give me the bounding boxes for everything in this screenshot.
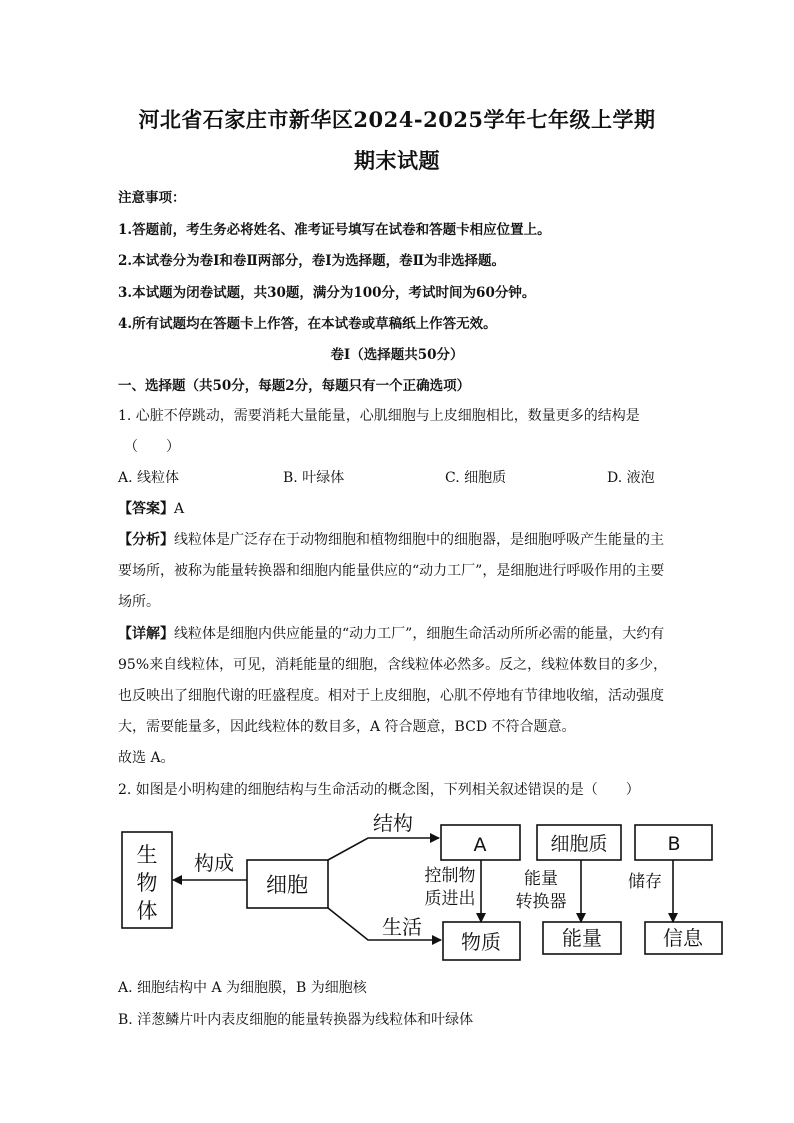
matter-label: 物质 [461, 930, 501, 954]
detail-text: 线粒体是细胞内供应能量的“动力工厂”，细胞生命活动所所必需的能量，大约有 [174, 626, 665, 642]
notice-item: 4.所有试题均在答题卡上作答，在本试卷或草稿纸上作答无效。 [118, 316, 497, 332]
cell-label: 细胞 [266, 873, 308, 897]
q1-detail-line: 也反映出了细胞代谢的旺盛程度。相对于上皮细胞，心肌不停地有节律地收缩，活动强度 [118, 688, 664, 704]
notice-heading: 注意事项： [118, 190, 186, 206]
q1-detail-line: 大，需要能量多，因此线粒体的数目多，A 符合题意，BCD 不符合题意。 [118, 719, 576, 735]
answer-value: A [174, 501, 185, 517]
life-label: 生活 [382, 915, 422, 939]
notice-item: 2.本试卷分为卷Ⅰ和卷Ⅱ两部分，卷Ⅰ为选择题，卷Ⅱ为非选择题。 [118, 253, 505, 269]
energy-label-2: 转换器 [515, 892, 567, 912]
q1-conclusion: 故选 A。 [118, 750, 175, 766]
energy-label-1: 能量 [524, 869, 558, 889]
analysis-tag: 【分析】 [118, 532, 174, 548]
organism-char: 体 [136, 899, 158, 923]
q1-analysis-line: 要场所，被称为能量转换器和细胞内能量供应的“动力工厂”，是细胞进行呼吸作用的主要 [118, 563, 665, 579]
page-title: 河北省石家庄市新华区2024-2025学年七年级上学期 [138, 107, 656, 132]
page-subtitle: 期末试题 [354, 148, 440, 173]
q1-stem: 1. 心脏不停跳动，需要消耗大量能量，心肌细胞与上皮细胞相比，数量更多的结构是 [118, 408, 640, 424]
part-title: 一、选择题（共50分，每题2分，每题只有一个正确选项） [118, 378, 471, 394]
compose-label: 构成 [194, 851, 234, 875]
structure-label: 结构 [373, 811, 413, 835]
notice-item: 1.答题前，考生务必将姓名、准考证号填写在试卷和答题卡相应位置上。 [118, 222, 551, 238]
box-b-label: B [667, 833, 681, 855]
q1-option-c: C. 细胞质 [445, 470, 507, 486]
notice-item: 3.本试题为闭卷试题，共30题，满分为100分，考试时间为60分钟。 [118, 285, 536, 301]
q1-option-d: D. 液泡 [607, 470, 655, 486]
box-a-label: A [473, 834, 487, 856]
store-label: 储存 [628, 872, 662, 892]
answer-tag: 【答案】 [118, 501, 174, 517]
info-label: 信息 [663, 926, 703, 950]
control-label-1: 控制物 [424, 866, 476, 886]
control-label-2: 质进出 [424, 889, 476, 909]
q2-option-b: B. 洋葱鳞片叶内表皮细胞的能量转换器为线粒体和叶绿体 [118, 1012, 474, 1028]
q1-option-b: B. 叶绿体 [283, 470, 345, 486]
q2-stem: 2. 如图是小明构建的细胞结构与生命活动的概念图，下列相关叙述错误的是（ ） [118, 782, 640, 798]
organism-char: 生 [136, 843, 158, 867]
detail-tag: 【详解】 [118, 626, 174, 642]
q2-option-a: A. 细胞结构中 A 为细胞膜，B 为细胞核 [118, 980, 367, 996]
analysis-text: 线粒体是广泛存在于动物细胞和植物细胞中的细胞器，是细胞呼吸产生能量的主 [174, 532, 664, 548]
structure-arrow [328, 838, 439, 860]
q1-detail-line: 95%来自线粒体，可见，消耗能量的细胞，含线粒体必然多。反之，线粒体数目的多少， [118, 657, 668, 673]
energy-box-label: 能量 [562, 926, 602, 950]
cytoplasm-label: 细胞质 [550, 833, 608, 855]
q1-stem-blank: （ ） [124, 439, 180, 455]
paper-section-title: 卷Ⅰ（选择题共50分） [330, 347, 464, 363]
q1-option-a: A. 线粒体 [118, 470, 180, 486]
organism-char: 物 [136, 871, 158, 895]
q1-analysis-line: 场所。 [118, 594, 160, 610]
